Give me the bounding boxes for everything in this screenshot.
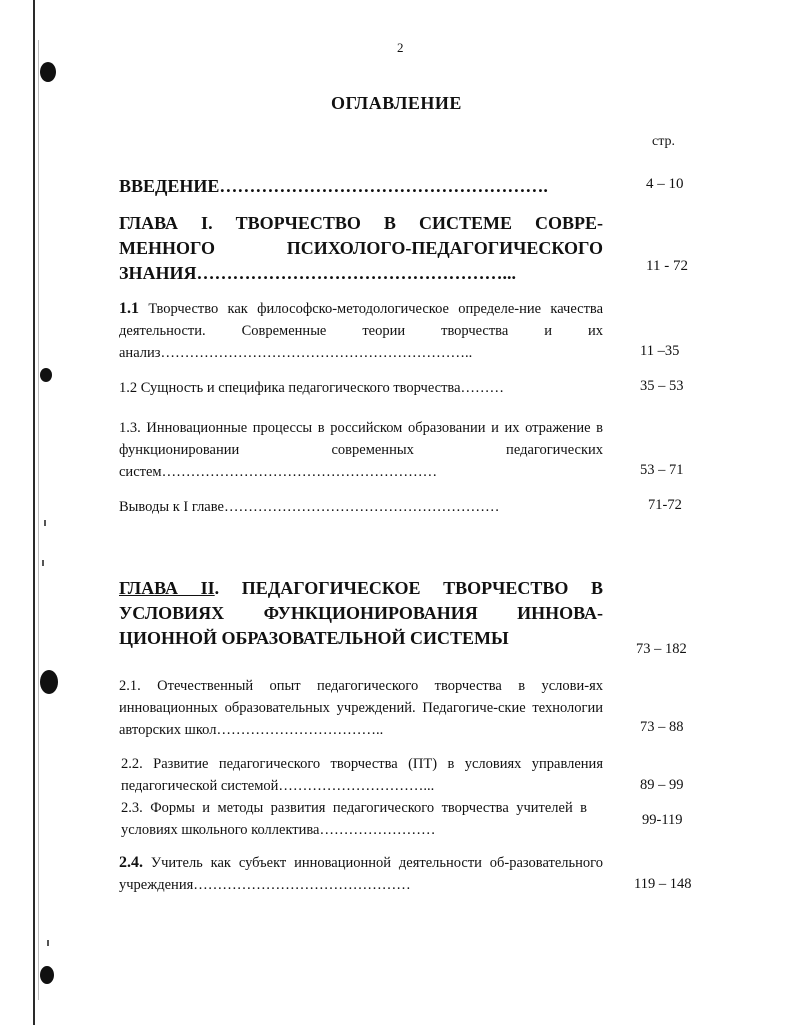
toc-pages-section-2-4: 119 – 148 <box>634 876 692 892</box>
chapter-text: . ПЕДАГОГИЧЕСКОЕ ТВОРЧЕСТВО В УСЛОВИЯХ ФУНКЦИОНИРОВАНИЯ ИННОВА-ЦИОННОЙ ОБРАЗОВАТЕЛЬНОЙ СИСТЕМЫ <box>119 578 603 648</box>
scan-speck <box>42 560 44 566</box>
binder-hole <box>40 670 58 694</box>
pages-column-header: стр. <box>652 134 676 149</box>
toc-entry-section-2-4[interactable] <box>119 852 603 896</box>
toc-pages-section-1-2: 35 – 53 <box>640 378 684 394</box>
toc-pages-section-1-1: 11 –35 <box>640 343 680 359</box>
chapter-label: ГЛАВА II <box>119 578 215 598</box>
toc-pages-section-2-3: 99-119 <box>642 812 683 828</box>
toc-entry-section-1-3[interactable]: 1.3. Инновационные процессы в российском образовании и их отражение в функционировании современных педагогических систем………………………………………………… <box>119 420 603 480</box>
scan-speck <box>47 940 49 946</box>
scan-edge-line <box>33 0 35 1025</box>
toc-pages-section-2-2: 89 – 99 <box>640 777 684 793</box>
toc-pages-chapter-2: 73 – 182 <box>636 641 687 657</box>
toc-pages-section-1-3: 53 – 71 <box>640 462 684 478</box>
section-text: Творчество как философско-методологическое определе-ние качества деятельности. Современные теории творчества и их анализ……………………………………………………….. <box>119 301 604 361</box>
scan-edge-shadow <box>38 40 39 1000</box>
toc-entry-intro[interactable]: ВВЕДЕНИЕ………………………………………………. <box>119 176 548 196</box>
toc-entry-section-2-2[interactable]: 2.2. Развитие педагогического творчества (ПТ) в условиях управления педагогической системой…………………………... <box>121 756 603 794</box>
toc-pages-intro: 4 – 10 <box>646 176 684 192</box>
scan-speck <box>44 520 46 526</box>
toc-entry-chapter-1[interactable]: ГЛАВА I. ТВОРЧЕСТВО В СИСТЕМЕ СОВРЕ-МЕННОГО ПСИХОЛОГО-ПЕДАГОГИЧЕСКОГО ЗНАНИЯ……………………………………………... <box>119 213 603 283</box>
toc-entry-section-1-2[interactable]: 1.2 Сущность и специфика педагогического творчества……… <box>119 380 505 396</box>
section-number: 2.4. <box>119 854 143 871</box>
binder-hole <box>40 966 54 984</box>
binder-hole <box>40 368 52 382</box>
toc-entry-section-2-1[interactable]: 2.1. Отечественный опыт педагогического творчества в услови-ях инновационных образовательных учреждений. Педагогиче-ские технологии авторских школ…………………………….. <box>119 678 603 738</box>
section-text: Учитель как субъект инновационной деятельности об-разовательного учреждения……………………………………… <box>119 855 603 893</box>
toc-entry-conclusions-1[interactable]: Выводы к I главе………………………………………………… <box>119 499 500 515</box>
section-number: 1.1 <box>119 300 139 317</box>
toc-entry-section-2-3[interactable]: 2.3. Формы и методы развития педагогического творчества учителей в условиях школьного коллектива…………………… <box>121 800 587 838</box>
toc-pages-conclusions-1: 71-72 <box>648 497 682 513</box>
page-title: ОГЛАВЛЕНИЕ <box>331 93 462 113</box>
binder-hole <box>40 62 56 82</box>
page-number: 2 <box>397 40 404 55</box>
toc-entry-section-1-1[interactable] <box>119 298 603 364</box>
toc-pages-section-2-1: 73 – 88 <box>640 719 684 735</box>
toc-pages-chapter-1: 11 - 72 <box>646 258 688 274</box>
toc-entry-chapter-2[interactable] <box>119 576 603 651</box>
